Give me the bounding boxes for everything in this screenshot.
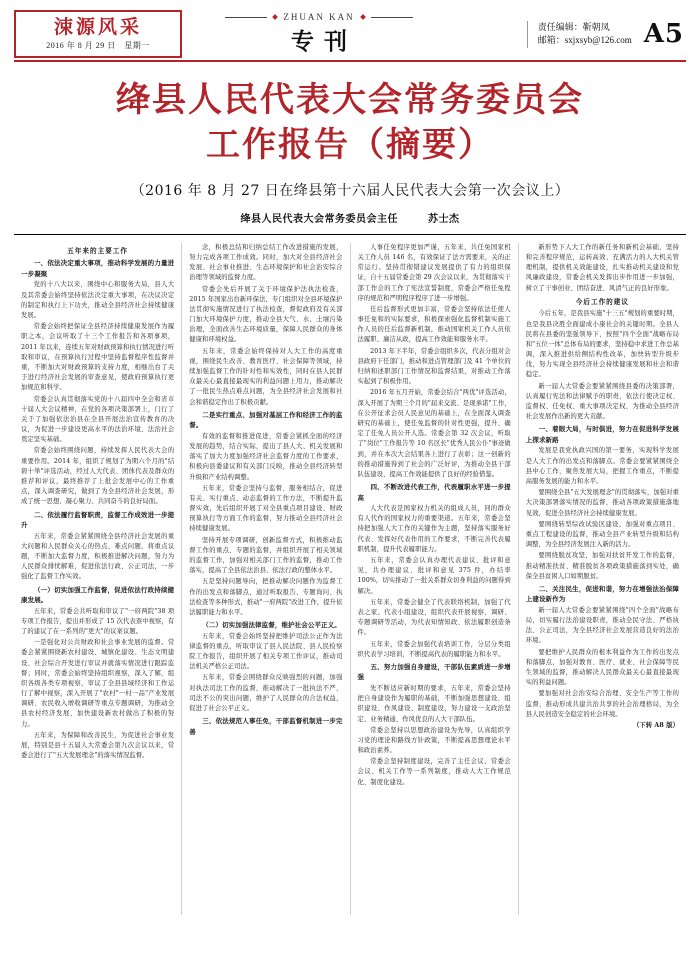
body-paragraph: 2013 年下半年，常委会组织多次，代表分组对会县政府下任部门，推动和进点管理部门及 41 个单位的归纳和述职部门工作情况和监督结果，对推动工作落实起到了积极作用。 xyxy=(357,347,511,386)
body-paragraph: 党的十八大以来，围绕中心和服务大局，县人大及其常委会始终坚持依法决定重大事项，在决议决定的制定和执行上下功夫，推动全县经济社会持续健康发展。 xyxy=(21,281,175,320)
subsection-heading: （一）切实加强工作监督，促进依法行政持续健康发展。 xyxy=(21,585,175,605)
body-paragraph: 常委会坚持制度建设，完善了主任会议、常委会会议、机关工作等一系列制度，推动人大工作规范化、制度化建设。 xyxy=(357,758,511,786)
body-paragraph: 先不断适应新时期的要求，五年来，常委会坚持把自身建设作为履职的基础，不断加强思想建设、组织建设、作风建设、制度建设，努力建设一支政治坚定、业务精通、作风优良的人大干部队伍。 xyxy=(357,684,511,723)
section-pinyin: ZHUAN KAN xyxy=(283,12,355,22)
article-column-4 xyxy=(519,243,686,915)
body-paragraph: 任后监督形式更加丰富，常委会坚持依法任使人事任免和的实际要求，积极探索强化监督机制实施工作人员的任后监督新机制，推动国家机关工作人员依法履职、廉洁从政，提高工作效能和服务水平。 xyxy=(357,305,511,344)
section-title: 专刊 xyxy=(291,28,357,55)
body-paragraph: 常委会先后开展了关于环境保护法执法检查，2015 年国家出台新环保法，专门组织对全县环境保护法贯彻实施情况进行了执法检查，督促政府及有关部门加大环境保护力度，推动全县大气、水、土壤污染治理，全面改善生态环境质量，保障人民群众的身体健康和环境权益。 xyxy=(189,285,343,344)
body-paragraph: 五是坚持问题导向，把推动解决问题作为监督工作的出发点和落脚点，通过听取报告、专题询问、执法检查等多种形式，推动"一府两院"改进工作，提升依法履职能力和水平。 xyxy=(189,578,343,616)
subsection-heading: 二、关注民生，促进和谐，努力在增强法治保障上建设新作为 xyxy=(525,584,679,604)
body-paragraph: 五年来，常委会紧紧围绕全县经济社会发展的重大问题和人民群众关心的热点、难点问题，将重点议题，不断加大监督力度，积极推进解决问题，努力为人民群众排忧解难，促进依法行政、公正司法，一步强化了监督工作实效。 xyxy=(21,532,175,581)
subsection-heading: 一、着眼大局，与时俱进，努力在促进科学发展上探求新路 xyxy=(525,425,679,444)
subsection-heading: 二、依法履行监督职责，监督工作成效进一步提升 xyxy=(21,510,175,530)
body-paragraph: 常委会坚持以思想政治建设为先导，认真组织学习党的理论和路线方针政策，不断提高思想理论水平和政治素养。 xyxy=(357,726,511,755)
email-line: 邮箱：sxjxsyb@126.com xyxy=(537,35,632,45)
masthead-contact-block xyxy=(456,10,686,58)
section-heading: 五年来的主要工作 xyxy=(67,246,128,255)
body-paragraph: 要把维护人民群众的根本利益作为工作的出发点和落脚点，加强对教育、医疗、就业、社会保障等民生领域的监督，推动解决人民群众最关心最直接最现实的利益问题。 xyxy=(525,648,679,687)
subsection-heading: 五、努力加强自身建设，干部队伍素质进一步增强 xyxy=(357,662,511,682)
contact-info xyxy=(527,21,632,48)
byline xyxy=(14,210,686,225)
headline-line-1: 绛县人民代表大会常务委员会 xyxy=(116,80,584,120)
headline-block xyxy=(14,62,686,235)
body-paragraph: 五年来，常委会围绕群众反映强烈的问题，加强对执法司法工作的监督，推动解决了一批执法不严、司法不公的突出问题，维护了人民群众的合法权益，促进了社会公平正义。 xyxy=(189,674,343,712)
subsection-heading: 四、不断改进代表工作，代表履职水平进一步提高 xyxy=(357,483,511,502)
body-paragraph: 人大代表是国家权力机关的组成人员，同的群众有人代作的国家权力的重要渠道。五年来，常委会坚持把加强人大工作的关键作为主题，坚持落实服务好代表、发挥好代表作用的工作要求，不断完善代表履职机制，提升代表履职能力。 xyxy=(357,505,511,553)
page-number: A5 xyxy=(643,19,684,49)
body-paragraph: 五年来，为保障和改善民生，为促进社会事业发展，特别是县十五届人大常委会第九次会议以来，常委会进行了"五大发展理念"的落实情况监督。 xyxy=(21,731,175,760)
body-paragraph: 五年来，常委会健全了代表联络机制，加强了代表之家、代表小组建设，组织代表开展视察、调研、专题调研等活动，为代表知情知政、依法履职创造条件。 xyxy=(357,598,511,637)
body-paragraph: 五年来，常委会坚持与监督、服务相结合，促进有关、实行重点、动态监督的工作方法，不断提升监督实效，先后组织开展了对全县重点项目建设、财政预算执行等方面工作的监督，努力推动全县经济社会持续健康发展。 xyxy=(189,484,343,533)
rule-right xyxy=(371,17,413,18)
subsection-heading: （二）切实加强法律监督，维护社会公平正义。 xyxy=(202,621,341,630)
body-paragraph: 新形势下人大工作的新任务和新机会基础、坚持和完善程序规范，运转高效、充满活力的人大机关管理机制，提供机关效能建设，扎实推动机关建设和党风廉政建设，常委会机关发挥出步作用进一步加强，树立了干事创业、团结奋进、风清气正的良好形象。 xyxy=(525,243,679,292)
headline-divider xyxy=(14,234,686,235)
headline-line-2: 工作报告（摘要） xyxy=(206,124,494,165)
article-columns xyxy=(14,243,686,915)
body-paragraph: 要围绕全县"五大发展理念"的贯彻落实，加强对重大决策部署落实情况的监督，推动各项政策措施落地见效，促进全县经济社会持续健康发展。 xyxy=(525,489,679,517)
article-column-1 xyxy=(14,243,182,915)
body-paragraph: 今后五年，是我县实施"十三五"规划的重要时期，也是我县决胜全面建成小康社会的关键时期。全县人民将在县委的坚强领导下，按照"四个全面"战略布局和"五位一体"总体布局的要求，坚持稳中求进工作总基调，深入推进供给侧结构性改革，加快转型升级步伐，努力实现全县经济社会持续健康发展和社会和谐稳定。 xyxy=(525,310,679,379)
body-paragraph: 要围绕脱贫攻坚，加强对扶贫开发工作的监督，推动精准扶贫、精准脱贫各项政策措施落到实处，确保全县贫困人口如期脱贫。 xyxy=(525,552,679,580)
body-paragraph: 要加强对社会治安综合治理、安全生产等工作的监督，推动形成共建共治共享的社会治理格局，为全县人民创造安全稳定的社会环境。 xyxy=(525,690,679,718)
publication-date: 2016 年 8 月 29 日 星期一 xyxy=(46,41,150,51)
section-pinyin-row xyxy=(225,12,412,22)
masthead-nameplate xyxy=(14,10,182,58)
body-paragraph: 人事任免程序更加严谨，五年来，共任免国家机关工作人员 146 名，有效保证了法方需要来，关的正常运行。坚持贯彻错建议发展提供了有力的组织保证，自十五届常委会第 29 次会议以来，为贯彻落实干部工作会的工作了宪法宣誓制度，常委会严格任免程序的规范和严明程序程序了进一步增强。 xyxy=(357,243,511,302)
body-paragraph: 发展是我党执政兴国的第一要务，实现科学发展是人大工作的出发点和落脚点。常委会要紧紧围绕全县中心工作，聚焦发展大局，把握工作重点，不断提高服务发展的能力和水平。 xyxy=(525,447,679,486)
publication-logo: 涑源风采 xyxy=(53,15,142,38)
body-paragraph: 五年来，常委会始终坚持把维护司法公正作为法律监督的重点，听取审议了县人民法院、县人民检察院工作报告，组织开展了相关专项工作评议，推动司法机关严格公正司法。 xyxy=(189,632,343,671)
subsection-heading: 一、依法决定重大事项，推动科学发展的力量进一步凝聚 xyxy=(21,259,175,278)
body-paragraph: 新一届人大常委会要紧紧围绕县委的决策部署，认真履行宪法和法律赋予的职责，依法行使决定权、监督权、任免权、重大事项决定权，为推动全县经济社会发展作出新的更大贡献。 xyxy=(525,382,679,421)
byline-role: 绛县人民代表大会常务委员会主任 xyxy=(240,213,398,225)
section-heading: 今后工作的建议 xyxy=(575,297,629,306)
body-paragraph: 五年来，常委会加强代表培训工作，分层分类组织代表学习培训，不断提高代表的履职能力和水平。 xyxy=(357,640,511,658)
diamond-icon xyxy=(360,14,366,20)
body-paragraph: 五年来，常委会共听取和审议了"一府两院"38 项专项工作报告，提出并形成了 15 次代表票中视察，有了的建议了在一系列的"更大"的议案议题。 xyxy=(21,607,175,635)
subsection-heading: 三、依法规范人事任免，干部监督机制进一步完善 xyxy=(189,717,343,736)
body-paragraph: 常委会认真贯彻落实党的十八届四中全会和省市十届人大会议精神，在党的各项决策部署上，门行了关于了加强依法治县在全县开展法治宣传教育的决议，为促进一步建设更高水平的法治环境、法治社会奠定坚实基础。 xyxy=(21,395,175,444)
section-header xyxy=(182,10,456,58)
diamond-icon xyxy=(273,14,279,20)
headline-subtitle: （2016 年 8 月 27 日在绛县第十六届人民代表大会第一次会议上） xyxy=(130,182,570,199)
editor-line: 责任编辑：靳朝凤 xyxy=(537,21,610,32)
body-paragraph: 2016 年五月开始，常委会结合"两优"评选活动，深入开展了为期三个月的"届来交流、是现承诺"工作，在公开征求会员人民意见的基础上，在全面深入调查研究的基础上，使任免监督的针对性更强，提升、确定了任免人员公开人选。常委会第 32 次会议，听取了"岗位"工作报告等 10 名区长"优秀人民公仆"事迹做到，并在本次大会结果各上进行了表彰；这一创新的的推动措施得到了社会的广泛好评，为推动全县干部队伍建设、提高工作效能提供了良好的经验借鉴。 xyxy=(357,389,511,478)
body-paragraph: 要围绕转型综改试验区建设，加强对重点项目、重点工程建设的监督，推动全县产业转型升级和结构调整，为全县经济发展注入新的活力。 xyxy=(525,520,679,549)
continued-note: （下转 A8 版） xyxy=(632,721,679,729)
masthead xyxy=(14,10,686,62)
body-paragraph: 有效的监督和推进促进，常委会紧抓全面的经济发展的趋势，结合实际，提出了县人大、机关发展和落实了加大力度加强经济社会监督力度的工作要求，积极向县委建议和有关部门反映，推动全县经济转型升级和产业结构调整。 xyxy=(189,432,343,481)
article-column-2 xyxy=(182,243,350,915)
body-paragraph: 五年来，常委会始终保持对人大工作的高度重视，围绕民生改善、教育医疗、社会保障等领域，持续加强监督工作的针对性和实效性，同时在县人民群众最关心最直接最现实的利益问题上用力，推动解决了一批民生热点难点问题，为全县经济社会发展和社会和谐稳定作出了积极贡献。 xyxy=(189,347,343,406)
rule-left xyxy=(225,17,267,18)
body-paragraph: 一是强化对公共财政和社会事业发展的监督。常委会紧紧围绕新农村建设、城镇化建设、生态文明建设、社会综合开发进行审议并就落实情况进行跟踪监督；同时，常委会始终坚持组织视察，深入了解，组织各级各类专项视察，审议了全县县域经济和工作运行了解中视察，深入开展了"农村"一村一品"产业发展调研、农民收入增收调研等重点专题调研，为推动全县农村经济发展、加快建设新农村做出了积极的努力。 xyxy=(21,639,175,728)
body-paragraph: 坚持开展专项调研，创新监督方式，积极推动监督工作的重点、专题的监督，并组织开展了相关领域的监督工作，加强对相关部门工作的监督，推动工作落实，提高了全县依法治县、依法行政的整体水平。 xyxy=(189,536,343,575)
subsection-heading: 二是实行重点、加强对基层工作和经济工作的监督。 xyxy=(189,410,343,430)
body-paragraph: 念，积极总结和归纳总结工作改进措施的发展，努力完成各项工作成效。同时，加大对全县经济社会发展、社会事业推进、生态环境保护和社会治安综合治理等领域的监督力度。 xyxy=(189,243,343,282)
body-paragraph: 新一届人大常委会要紧紧围绕"四个全面"战略布局，切实履行法治建设职责，推动全民守法、严格执法、公正司法，为全县经济社会发展营造良好的法治环境。 xyxy=(525,606,679,645)
article-column-3 xyxy=(351,243,519,915)
body-paragraph: 常委会始终围绕问题，持续发挥人民代表大会的重要作用。2014 年，组织了规划了为期六个月的"结碧十举"评选活动，经过人大代表、团体代表及群众的推荐和评议，最终推荐了上批会发展中心的工作重点，深入调查研究，做到了为全县经济社会发展，形成了统一思想、凝心聚力、共同奋斗的良好局面。 xyxy=(21,447,175,506)
byline-author: 苏士杰 xyxy=(427,213,460,225)
body-paragraph: 五年来，常委会认真办理代表建议、批评和意见，共办理建议、批评和意见 375 件，办结率 100%，切实推动了一批关系群众切身利益的问题得到解决。 xyxy=(357,557,511,595)
body-paragraph: 常委会始终把保证全县经济持续健康发展作为履职之本，会议听取了十三个工作报告和各项事项，2011 年以来，连续五年对财政预算和执行情况进行听取和审议，在预算执行过程中坚持监督程序性监督并重，不断加大对财政预算的支持力度，相继出台了关于进行经济社会发展的审查意见，使政府预算执行更加规范和科学。 xyxy=(21,323,175,392)
